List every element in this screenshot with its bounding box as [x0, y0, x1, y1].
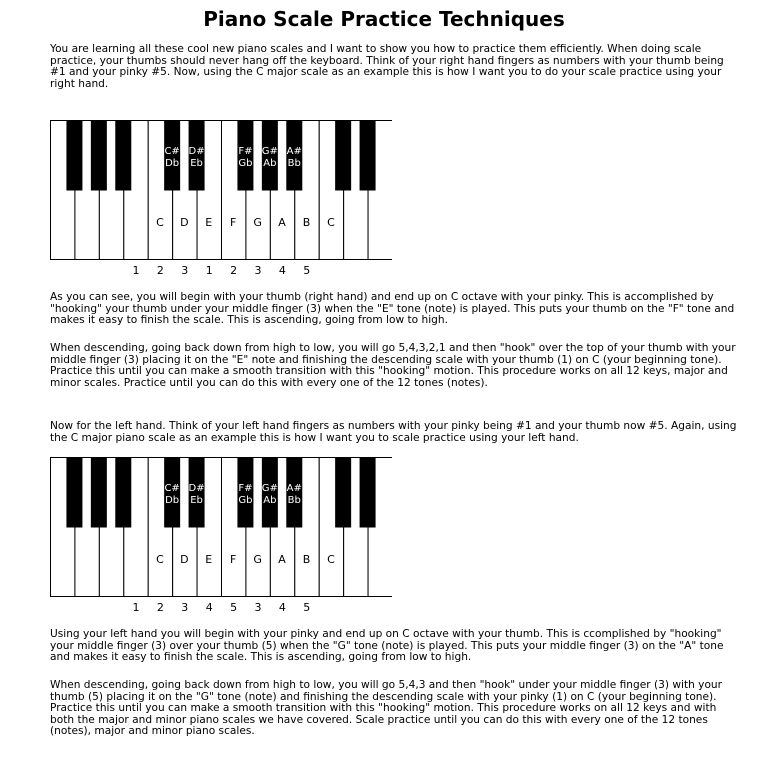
left-hand-black-key-flat-label: Eb: [190, 495, 203, 506]
left-hand-black-key-sharp-label: G#: [261, 483, 278, 494]
right-hand-white-key-label: C: [327, 216, 335, 229]
keyboard-diagram-left-hand: [50, 457, 392, 597]
right-hand-finger-number: 5: [303, 264, 311, 277]
right-hand-finger-number: 1: [132, 264, 140, 277]
right-hand-black-key: [335, 121, 351, 191]
right-hand-black-key-sharp-label: C#: [164, 146, 180, 157]
intro-paragraph: You are learning all these cool new piano scales and I want to show you how to practice them efficiently. When doing scale practice, your thumbs should never hang off the keyboard. Think of your right hand fingers as numbers with your thumb being #1 and your pinky #5. Now, using the C major scale as an example this is how I want you to do your scale practice using your right hand.: [50, 43, 724, 90]
right-hand-white-key-label: A: [278, 216, 286, 229]
right-hand-finger-number: 2: [230, 264, 238, 277]
left-hand-white-key-label: F: [230, 553, 237, 566]
left-hand-white-key-label: B: [302, 553, 311, 566]
left-hand-white-key-label: C: [156, 553, 164, 566]
left-hand-black-key-flat-label: Bb: [287, 495, 301, 506]
left-hand-black-key-sharp-label: F#: [238, 483, 253, 494]
right-hand-finger-number: 3: [254, 264, 262, 277]
left-hand-black-key-flat-label: Gb: [238, 495, 253, 506]
left-hand-white-key-label: D: [180, 553, 189, 566]
right-hand-black-key-flat-label: Db: [165, 158, 180, 169]
keyboard-svg-left-hand: [50, 457, 392, 597]
right-hand-black-key-flat-label: Gb: [238, 158, 253, 169]
keyboard-svg-right-hand: [50, 120, 392, 260]
left-hand-black-key-sharp-label: A#: [286, 483, 302, 494]
right-hand-finger-number: 1: [205, 264, 213, 277]
right-hand-black-key-sharp-label: G#: [261, 146, 278, 157]
left-hand-finger-number: 3: [254, 601, 262, 614]
left-hand-black-key-sharp-label: C#: [164, 483, 180, 494]
left-hand-white-key-label: G: [253, 553, 262, 566]
fingering-left-hand: [50, 601, 392, 615]
right-hand-ascending-paragraph: As you can see, you will begin with your thumb (right hand) and end up on C octave with your pinky. This is accomplished by "hooking" your thumb under your middle finger (3) when the "E" tone (note) is played. This puts your thumb on the "F" tone and makes it easy to finish the scale. This is ascending, going from low to high.: [50, 291, 735, 327]
right-hand-finger-number: 3: [181, 264, 189, 277]
right-hand-black-key-sharp-label: F#: [238, 146, 253, 157]
right-hand-white-key-label: D: [180, 216, 189, 229]
right-hand-black-key: [360, 121, 376, 191]
right-hand-black-key-flat-label: Bb: [287, 158, 301, 169]
left-hand-finger-number: 1: [132, 601, 140, 614]
left-hand-descending-paragraph: When descending, going back down from high to low, you will go 5,4,3 and then "hook" under your middle finger (3) with your thumb (5) placing it on the "G" tone (note) and finishing the descending scale with your pinky (1) on C (your beginning tone). Practice this until you can make a smooth transition with this "hooking" motion. This procedure works on all 12 keys and with both the major and minor piano scales we have covered. Scale practice until you can do this with every one of the 12 tones (notes), major and minor piano scales.: [50, 679, 722, 738]
left-hand-black-key: [115, 458, 131, 528]
right-hand-white-key-label: E: [205, 216, 213, 229]
right-hand-white-key-label: B: [302, 216, 311, 229]
right-hand-black-key: [115, 121, 131, 191]
left-hand-ascending-paragraph: Using your left hand you will begin with your pinky and end up on C octave with your thumb. This is ccomplished by "hooking" your middle finger (3) over your thumb (5) when the "G" tone (note) is played. This puts your middle finger (3) on the "A" tone and makes it easy to finish the scale. This is ascending, going from low to high.: [50, 628, 724, 664]
left-hand-intro-paragraph: Now for the left hand. Think of your left hand fingers as numbers with your pinky being #1 and your thumb now #5. Again, using the C major piano scale as an example this is how I want you to scale practice using your left hand.: [50, 420, 737, 444]
right-hand-white-key-label: G: [253, 216, 262, 229]
right-hand-finger-number: 2: [156, 264, 164, 277]
left-hand-finger-number: 5: [303, 601, 311, 614]
right-hand-black-key-flat-label: Ab: [263, 158, 277, 169]
page-title: Piano Scale Practice Techniques: [203, 7, 565, 31]
left-hand-finger-number: 3: [181, 601, 189, 614]
right-hand-black-key-sharp-label: A#: [286, 146, 302, 157]
right-hand-descending-paragraph: When descending, going back down from high to low, you will go 5,4,3,2,1 and then "hook" over the top of your thumb with your middle finger (3) placing it on the "E" note and finishing the descending scale with your thumb (1) on C (your beginning tone). Practice this until you can make a smooth transition with this "hooking" motion. This procedure works on all 12 keys, major and minor scales. Practice until you can do this with every one of the 12 tones (notes).: [50, 342, 736, 389]
left-hand-black-key-flat-label: Db: [165, 495, 180, 506]
left-hand-white-key-label: E: [205, 553, 213, 566]
left-hand-finger-number: 5: [230, 601, 238, 614]
left-hand-finger-number: 4: [278, 601, 286, 614]
left-hand-black-key: [360, 458, 376, 528]
right-hand-white-key-label: C: [156, 216, 164, 229]
left-hand-black-key-sharp-label: D#: [188, 483, 205, 494]
right-hand-white-key-label: F: [230, 216, 237, 229]
left-hand-black-key: [66, 458, 82, 528]
left-hand-white-key-label: A: [278, 553, 286, 566]
right-hand-black-key: [66, 121, 82, 191]
fingering-right-hand: [50, 264, 392, 278]
left-hand-finger-number: 2: [156, 601, 164, 614]
right-hand-black-key-sharp-label: D#: [188, 146, 205, 157]
keyboard-diagram-right-hand: [50, 120, 392, 260]
left-hand-black-key: [91, 458, 107, 528]
right-hand-black-key: [91, 121, 107, 191]
left-hand-black-key-flat-label: Ab: [263, 495, 277, 506]
right-hand-black-key-flat-label: Eb: [190, 158, 203, 169]
right-hand-finger-number: 4: [278, 264, 286, 277]
left-hand-finger-number: 4: [205, 601, 213, 614]
left-hand-black-key: [335, 458, 351, 528]
left-hand-white-key-label: C: [327, 553, 335, 566]
